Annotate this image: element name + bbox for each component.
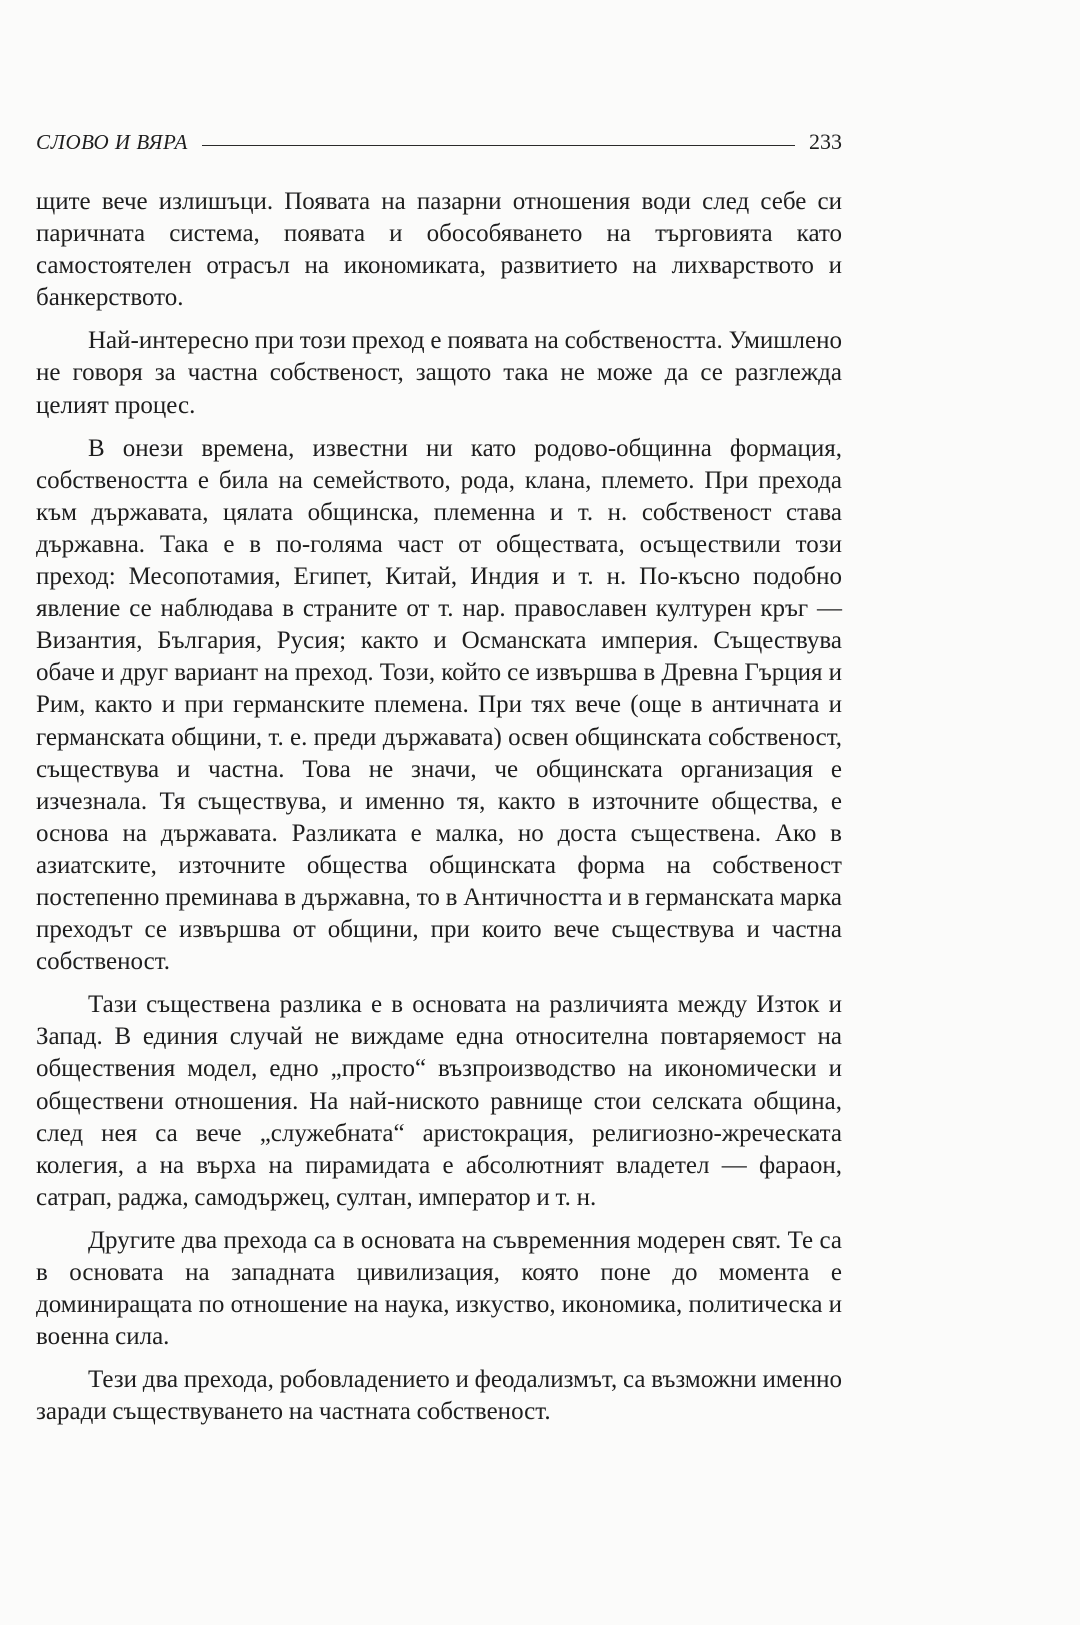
page-number: 233 [809, 129, 842, 154]
paragraph: Най-интересно при този преход е появата на собствеността. Умишлено не говоря за частна собственост, защото така не може да се разглежда целият процес. [36, 327, 842, 419]
header-rule [202, 145, 795, 146]
paragraph: Другите два прехода са в основата на съвременния модерен свят. Те са в основата на западната цивилизация, която поне до момента е доминиращата по отношение на наука, изкуство, икономика, политическа и военна сила. [36, 1226, 842, 1351]
book-page [36, 0, 842, 1625]
paragraph: Тази съществена разлика е в основата на различията между Изток и Запад. В единия случай не виждаме една относителна повтаряемост на обществения модел, едно „просто“ възпроизводство на икономически и обществени отношения. На най-ниското равнище стои селската община, след нея са вече „служебната“ аристокрация, религиозно-жреческата колегия, а на върха на пирамидата е абсолютният владетел — фараон, сатрап, раджа, самодържец, султан, император и т. н. [36, 991, 842, 1211]
body-text [36, 186, 842, 1428]
paragraph: Тези два прехода, робовладението и феодализмът, са възможни именно заради съществуването на частната собственост. [36, 1366, 842, 1426]
paragraph-continued: щите вече излишъци. Появата на пазарни отношения води след себе си паричната система, появата и обособяването на търговията като самостоятелен отрасъл на икономиката, развитието на лихварството и банкерството. [36, 188, 842, 312]
paragraph: В онези времена, известни ни като родово-общинна формация, собствеността е била на семейството, рода, клана, племето. При прехода към държавата, цялата общинска, племенна и т. н. собственост става държавна. Така е в по-голяма част от обществата, осъществили този преход: Месопотамия, Египет, Китай, Индия и т. н. По-късно подобно явление се наблюдава в страните от т. нар. православен културен кръг — Византия, България, Русия; както и Османската империя. Съществува обаче и друг вариант на преход. Този, който се извършва в Древна Гърция и Рим, както и при германските племена. При тях вече (още в античната и германската общини, т. е. преди държавата) освен общинската собственост, съществува и частна. Това не значи, че общинската организация е изчезнала. Тя съществува, и именно тя, както в източните общества, е основа на държавата. Разликата е малка, но доста съществена. Ако в азиатските, източните общества общинската форма на собственост постепенно преминава в държавна, то в Античността и в германската марка преходът се извършва от общини, при които вече съществува и частна собственост. [36, 434, 842, 976]
running-header [36, 124, 842, 160]
running-head-title: СЛОВО И ВЯРА [36, 129, 188, 154]
